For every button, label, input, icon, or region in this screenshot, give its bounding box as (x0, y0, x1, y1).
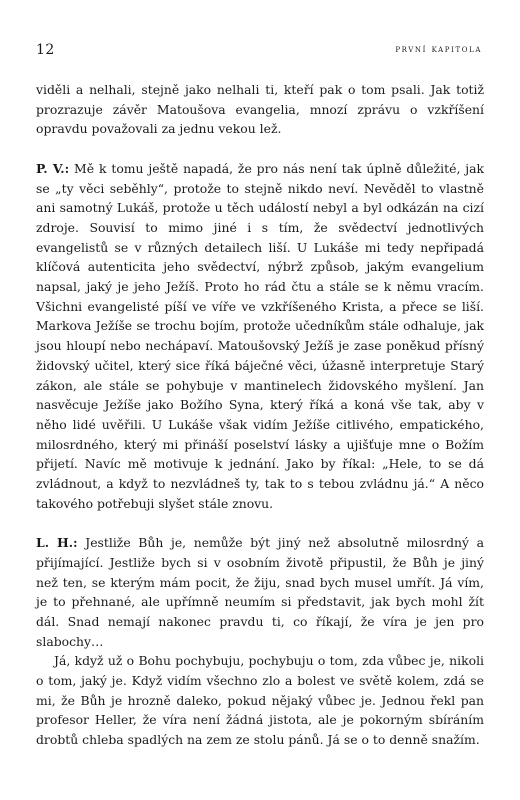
paragraph-gap (36, 513, 484, 533)
paragraph-4 (36, 651, 484, 750)
paragraph-1 (36, 80, 484, 139)
paragraph-gap (36, 139, 484, 159)
speaker-label-pv: P. V.: (36, 160, 70, 176)
speaker-label-lh: L. H.: (36, 535, 78, 551)
paragraph-text: Já, když už o Bohu pochybuju, pochybuju o tom, zda vůbec je, nikoli o tom, jaký je. Když vidím všechno zlo a bolest ve světě kolem, zdá se mi, že Bůh je hrozně daleko, pokud nějaký vůbec je. Jednou řekl pan profesor Heller, že víra není žádná jistota, ale je pokorným sbíráním drobtů chleba spadlých na zem ze stolu pánů. Já se o to denně snažím. (36, 653, 484, 748)
running-head: první kapitola (395, 44, 482, 55)
paragraph-text: Mě k tomu ještě napadá, že pro nás není tak úplně důležité, jak se „ty věci seběhly“, protože to stejně nikdo neví. Nevěděl to vlastně ani samotný Lukáš, protože u těch událostí nebyl a byl odkázán na cizí zdroje. Souvisí to mimo jiné i s tím, že svědectví jednotlivých evangelistů se v různých detailech liší. U Lukáše mi tedy nepřipadá klíčová autenticita jeho svědectví, nýbrž způsob, jakým evangelium napsal, jaký je jeho Ježíš. Proto ho rád čtu a stále se k němu vracím. Všichni evangelisté píší ve víře ve vzkříšeného Krista, a přece se liší. Markova Ježíše se trochu bojím, protože učedníkům stále odhaluje, jak jsou hloupí nebo nechápaví. Matoušovský Ježíš je zase poněkud přísný židovský učitel, který sice říká báječné věci, úžasně interpretuje Starý zákon, ale stále se pohybuje v mantinelech židovského myšlení. Jan nasvěcuje Ježíše jako Božího Syna, který říká a koná vše tak, aby v něho lidé uvěřili. U Lukáše však vidím Ježíše citlivého, empatického, milosrdného, který mi přináší poselství lásky a ujišťuje mne o Božím přijetí. Navíc mě motivuje k jednání. Jako by říkal: „Hele, to se dá zvládnout, a když to nezvládneš ty, tak to s tebou zvládnu já.“ A něco takového potřebuji slyšet stále znovu. (36, 160, 484, 511)
page-body (36, 80, 484, 750)
page-header (36, 42, 482, 62)
paragraph-lh (36, 533, 484, 651)
page-number: 12 (36, 42, 55, 58)
paragraph-pv (36, 159, 484, 514)
paragraph-text: viděli a nelhali, stejně jako nelhali ti, kteří pak o tom psali. Jak totiž prozrazuje závěr Matoušova evangelia, mnozí zprávu o vzkříšení opravdu považovali za jednu vekou lež. (36, 82, 484, 137)
paragraph-text: Jestliže Bůh je, nemůže být jiný než absolutně milosrdný a přijímající. Jestliže bych si v osobním životě připustil, že Bůh je jiný než ten, se kterým mám pocit, že žiju, snad bych musel umřít. Já vím, je to přehnané, ale upřímně neumím si představit, jak bych mohl žít dál. Snad nemají nakonec pravdu ti, co říkají, že víra je jen pro slabochy… (36, 535, 484, 649)
